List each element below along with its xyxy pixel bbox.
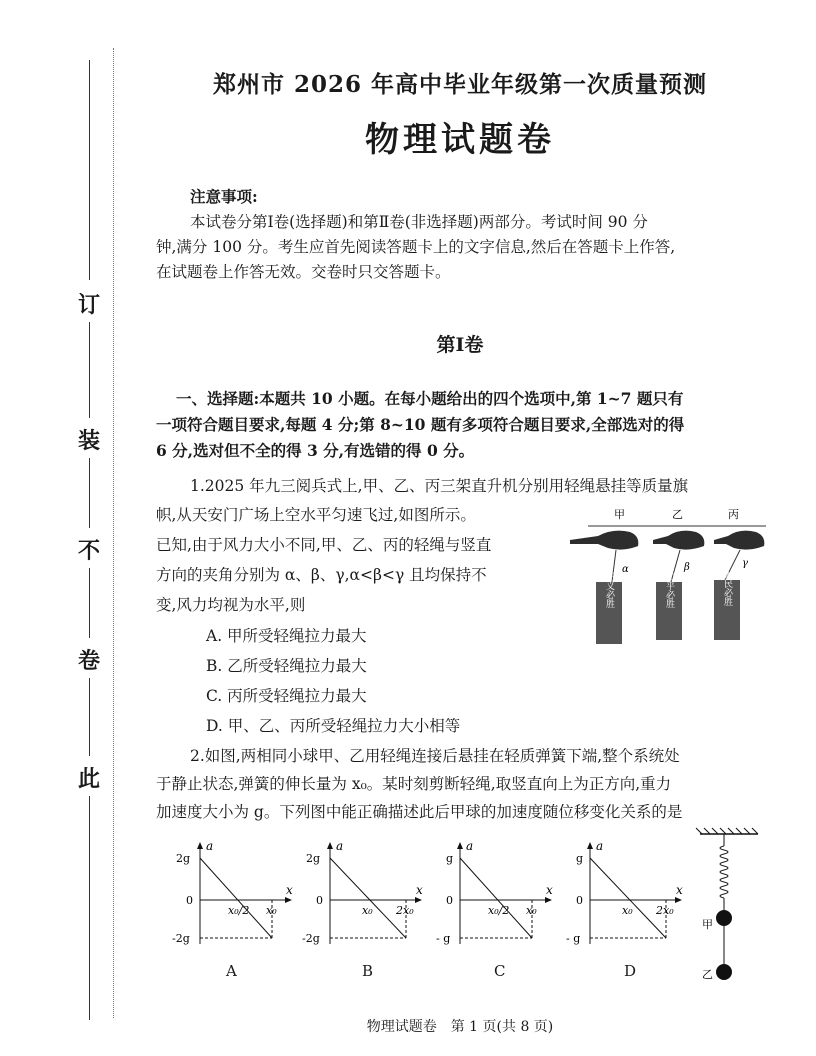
part-instruction: 6 分,选对但不全的得 3 分,有选错的得 0 分。 (156, 441, 475, 460)
binding-margin (60, 60, 120, 1020)
graph-line (590, 858, 666, 938)
x-axis-arrow (545, 897, 552, 903)
y-bottom-label: - g (436, 932, 451, 945)
helicopter-icon (570, 531, 638, 550)
q2-line: 加速度大小为 g。下列图中能正确描述此后甲球的加速度随位移变化关系的是 (156, 803, 683, 821)
graph-b (302, 839, 426, 950)
y-axis-label: a (596, 839, 604, 853)
graph-c (436, 840, 556, 950)
y-axis-label: a (206, 839, 214, 853)
banner-text: 正义必胜 (604, 572, 614, 608)
binding-char: 订 (77, 292, 100, 318)
origin-label: 0 (446, 894, 453, 907)
part-instruction: 一、选择题:本题共 10 小题。在每小题给出的四个选项中,第 1~7 题只有 (176, 389, 684, 408)
ceiling-hatch (696, 828, 758, 834)
page-footer: 物理试题卷 第 1 页(共 8 页) (366, 1019, 554, 1035)
graph-label: D (624, 962, 637, 980)
binding-line (89, 678, 90, 756)
helicopter-figure (568, 506, 768, 644)
binding-char: 装 (77, 428, 100, 454)
binding-line (89, 568, 90, 638)
q1-line: 方向的夹角分别为 α、β、γ,α<β<γ 且均保持不 (156, 566, 487, 584)
angle-label: γ (742, 558, 748, 569)
graph-d (566, 840, 686, 950)
x-end-label: 2x₀ (656, 904, 674, 917)
binding-line (89, 60, 90, 280)
q2-line: 于静止状态,弹簧的伸长量为 x₀。某时刻剪断轻绳,取竖直向上为正方向,重力 (156, 775, 672, 793)
binding-char: 卷 (77, 648, 100, 674)
binding-line (89, 322, 90, 418)
q2-line: 2.如图,两相同小球甲、乙用轻绳连接后悬挂在轻质弹簧下端,整个系统处 (190, 747, 680, 765)
y-top-label: g (446, 852, 454, 865)
origin-label: 0 (576, 894, 583, 907)
ball-icon (716, 910, 732, 926)
notice-line: 在试题卷上作答无效。交卷时只交答题卡。 (156, 263, 451, 281)
y-axis-arrow (327, 842, 333, 849)
x-axis-arrow (285, 897, 292, 903)
q1-line: 1.2025 年九三阅兵式上,甲、乙、丙三架直升机分别用轻绳悬挂等质量旗 (190, 477, 689, 495)
binding-line (89, 796, 90, 1020)
helicopter-icon (714, 531, 764, 550)
y-bottom-label: - g (566, 932, 581, 945)
banner-text: 人民必胜 (722, 570, 732, 606)
graph-a (172, 839, 296, 950)
q1-line: 帜,从天安门广场上空水平匀速飞过,如图所示。 (156, 506, 476, 524)
graph-line (200, 858, 272, 938)
option-d: D. 甲、乙、丙所受轻绳拉力大小相等 (206, 717, 461, 735)
binding-line (89, 458, 90, 528)
x-axis-label: x (546, 883, 553, 897)
origin-label: 0 (316, 894, 323, 907)
heli-label: 丙 (728, 508, 739, 521)
x-axis-label: x (286, 883, 293, 897)
option-a: A. 甲所受轻绳拉力最大 (206, 627, 367, 645)
graph-label: A (226, 962, 237, 980)
heli-label: 甲 (614, 508, 625, 521)
y-axis-arrow (457, 842, 463, 849)
spring-figure (694, 828, 764, 992)
x-axis-arrow (675, 897, 682, 903)
q1-line: 已知,由于风力大小不同,甲、乙、丙的轻绳与竖直 (156, 536, 492, 554)
x-axis-label: x (676, 883, 683, 897)
heli-label: 乙 (672, 508, 683, 521)
graph-label: C (494, 962, 506, 980)
x-end-label: 2x₀ (396, 904, 414, 917)
option-c: C. 丙所受轻绳拉力最大 (206, 687, 367, 705)
notice-line: 钟,满分 100 分。考生应首先阅读答题卡上的文字信息,然后在答题卡上作答, (156, 238, 676, 256)
q1-line: 变,风力均视为水平,则 (156, 596, 306, 614)
binding-char: 此 (77, 766, 100, 792)
y-axis-arrow (197, 842, 203, 849)
angle-label: α (622, 564, 629, 575)
graph-line (330, 858, 406, 938)
y-top-label: g (576, 852, 584, 865)
cut-line (113, 48, 114, 1018)
y-bottom-label: -2g (302, 932, 320, 945)
graph-line (460, 858, 532, 938)
ball-label: 乙 (702, 968, 713, 981)
option-b: B. 乙所受轻绳拉力最大 (206, 657, 367, 675)
y-top-label: 2g (306, 852, 321, 865)
banner-text: 和平必胜 (664, 572, 674, 608)
exam-subtitle: 物理试题卷 (365, 120, 555, 160)
part-instruction: 一项符合题目要求,每题 4 分;第 8~10 题有多项符合题目要求,全部选对的得 (156, 415, 685, 434)
angle-label: β (684, 562, 690, 573)
binding-char: 不 (77, 538, 100, 564)
ball-label: 甲 (702, 918, 713, 931)
x-end-label: x₀ (526, 904, 537, 917)
section-title: 第Ⅰ卷 (436, 334, 484, 356)
exam-title: 郑州市 2026 年高中毕业年级第一次质量预测 (212, 71, 708, 98)
x-mid-label: x₀/2 (488, 904, 510, 917)
x-mid-label: x₀ (622, 904, 633, 917)
helicopter-icon (653, 531, 704, 550)
x-mid-label: x₀/2 (228, 904, 250, 917)
x-end-label: x₀ (266, 904, 277, 917)
x-axis-label: x (416, 883, 423, 897)
x-axis-arrow (415, 897, 422, 903)
y-bottom-label: -2g (172, 932, 190, 945)
origin-label: 0 (186, 894, 193, 907)
ball-icon (716, 964, 732, 980)
y-axis-label: a (336, 839, 344, 853)
graph-label: B (362, 962, 374, 980)
spring-icon (720, 846, 728, 898)
y-axis-label: a (466, 839, 474, 853)
x-mid-label: x₀ (362, 904, 373, 917)
y-axis-arrow (587, 842, 593, 849)
notice-heading: 注意事项: (190, 187, 258, 206)
y-top-label: 2g (176, 852, 191, 865)
notice-line: 本试卷分第Ⅰ卷(选择题)和第Ⅱ卷(非选择题)两部分。考试时间 90 分 (190, 213, 648, 231)
